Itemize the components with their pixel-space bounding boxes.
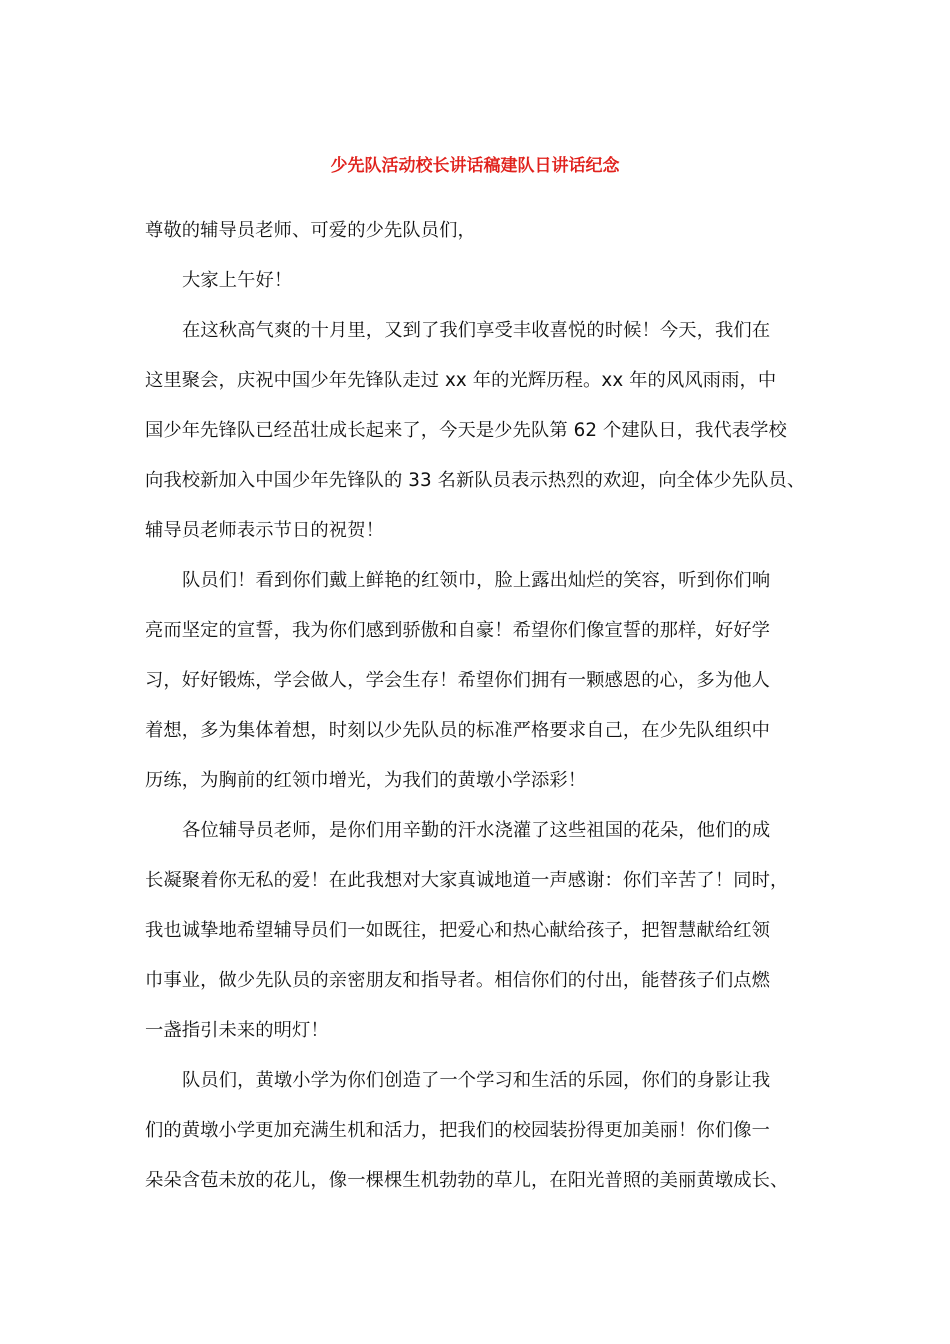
paragraph-4-line-2: 们的黄墩小学更加充满生机和活力，把我们的校园装扮得更加美丽！你们像一 [145, 1120, 770, 1141]
salutation-line: 尊敬的辅导员老师、可爱的少先队员们， [145, 220, 476, 241]
paragraph-2-line-3: 习，好好锻炼，学会做人，学会生存！希望你们拥有一颗感恩的心，多为他人 [145, 670, 770, 691]
paragraph-1-line-5: 辅导员老师表示节日的祝贺！ [145, 520, 384, 541]
paragraph-3-line-4: 巾事业，做少先队员的亲密朋友和指导者。相信你们的付出，能替孩子们点燃 [145, 970, 770, 991]
paragraph-3-line-5: 一盏指引未来的明灯！ [145, 1020, 329, 1041]
paragraph-2-line-5: 历练，为胸前的红领巾增光，为我们的黄墩小学添彩！ [145, 770, 587, 791]
document-title: 少先队活动校长讲话稿建队日讲话纪念 [330, 156, 620, 176]
paragraph-1-line-2: 这里聚会，庆祝中国少年先锋队走过 xx 年的光辉历程。xx 年的风风雨雨，中 [145, 370, 777, 391]
paragraph-2-line-2: 亮而坚定的宣誓，我为你们感到骄傲和自豪！希望你们像宣誓的那样，好好学 [145, 620, 770, 641]
greeting-line: 大家上午好！ [182, 270, 293, 291]
paragraph-1-line-4: 向我校新加入中国少年先锋队的 33 名新队员表示热烈的欢迎，向全体少先队员、 [145, 470, 806, 491]
paragraph-2-line-1: 队员们！看到你们戴上鲜艳的红领巾，脸上露出灿烂的笑容，听到你们响 [182, 570, 771, 591]
paragraph-4-line-1: 队员们，黄墩小学为你们创造了一个学习和生活的乐园，你们的身影让我 [182, 1070, 771, 1091]
paragraph-3-line-2: 长凝聚着你无私的爱！在此我想对大家真诚地道一声感谢：你们辛苦了！同时， [145, 870, 789, 891]
paragraph-1-line-3: 国少年先锋队已经茁壮成长起来了，今天是少先队第 62 个建队日，我代表学校 [145, 420, 787, 441]
document-body [145, 206, 825, 1206]
paragraph-1-line-1: 在这秋高气爽的十月里，又到了我们享受丰收喜悦的时候！今天，我们在 [182, 320, 771, 341]
paragraph-3-line-3: 我也诚挚地希望辅导员们一如既往，把爱心和热心献给孩子，把智慧献给红领 [145, 920, 770, 941]
paragraph-3-line-1: 各位辅导员老师，是你们用辛勤的汗水浇灌了这些祖国的花朵，他们的成 [182, 820, 771, 841]
paragraph-4-line-3: 朵朵含苞未放的花儿，像一棵棵生机勃勃的草儿，在阳光普照的美丽黄墩成长、 [145, 1170, 789, 1191]
paragraph-2-line-4: 着想，多为集体着想，时刻以少先队员的标准严格要求自己，在少先队组织中 [145, 720, 770, 741]
